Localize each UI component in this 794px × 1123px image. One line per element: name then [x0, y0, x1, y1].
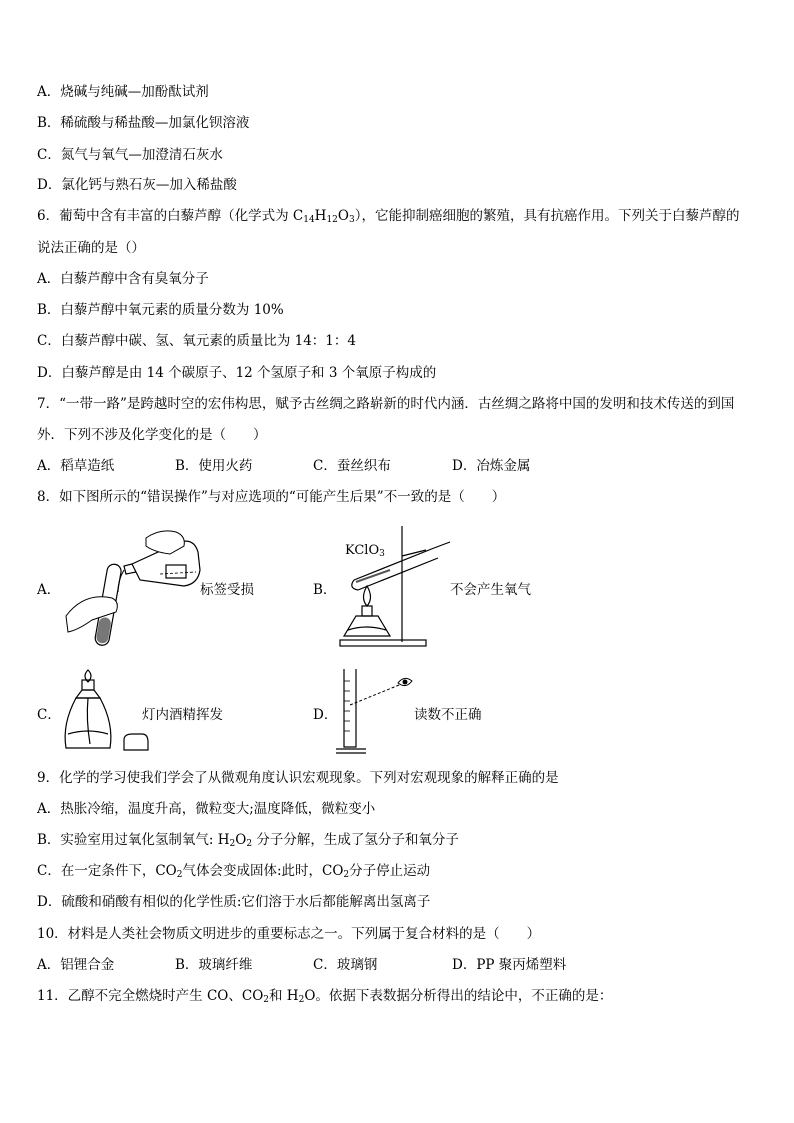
q7-stem-line2: 外．下列不涉及化学变化的是（ ） — [37, 427, 267, 443]
q9-c-text: 气体会变成固体:此时，CO — [182, 863, 344, 879]
q9-option-c — [37, 863, 430, 883]
cylinder-reading-figure — [336, 665, 420, 757]
q6-option-c: C．白藜芦醇中碳、氢、氧元素的质量比为 14：1：4 — [37, 333, 356, 349]
q8-d-letter: D． — [313, 707, 338, 723]
q5-option-c: C．氮气与氧气—加澄清石灰水 — [37, 147, 223, 163]
q11-stem — [37, 988, 612, 1008]
formula-sub: 3 — [348, 215, 355, 225]
formula-sub: 2 — [263, 995, 269, 1005]
formula-sub: 2 — [176, 870, 183, 880]
formula-sub: 12 — [326, 215, 338, 225]
q7-option-a: A．稻草造纸 — [37, 458, 115, 474]
q6-stem-text: ），它能抑制癌细胞的繁殖，具有抗癌作用。下列关于白藜芦醇的 — [354, 208, 740, 224]
q11-text: O。依据下表数据分析得出的结论中，不正确的是： — [304, 988, 613, 1004]
formula-sub: 2 — [229, 839, 236, 849]
q7-stem-line1: 7．“一带一路”是跨越时空的宏伟构思，赋予古丝绸之路崭新的时代内涵．古丝绸之路将中国的发明和技术传送的到国 — [37, 396, 735, 412]
heating-apparatus-figure — [330, 520, 450, 650]
q10-option-d: D．PP 聚丙烯塑料 — [452, 957, 567, 973]
formula-sub: 2 — [298, 995, 305, 1005]
q5-option-b: B．稀硫酸与稀盐酸—加氯化钡溶液 — [37, 115, 250, 131]
q8-d-result: 读数不正确 — [414, 707, 482, 723]
formula-sub: 2 — [246, 839, 253, 849]
q8-c-letter: C． — [37, 707, 61, 723]
formula-sub: 2 — [343, 870, 350, 880]
q10-option-b: B．玻璃纤维 — [175, 957, 253, 973]
q10-option-c: C．玻璃钢 — [313, 957, 378, 973]
chem-formula: KClO — [345, 543, 380, 558]
q7-option-d: D．冶炼金属 — [452, 458, 531, 474]
q10-option-a: A．铝锂合金 — [37, 957, 115, 973]
formula-letter: O — [235, 832, 247, 848]
q9-c-text: 分子停止运动 — [349, 863, 431, 879]
q8-a-result: 标签受损 — [200, 582, 254, 598]
q7-option-b: B．使用火药 — [175, 458, 253, 474]
q11-text: 11．乙醇不完全燃烧时产生 CO、CO — [37, 988, 264, 1004]
alcohol-lamp-figure — [62, 668, 152, 754]
formula-letter: O — [337, 208, 349, 224]
q6-stem — [37, 208, 739, 228]
q6-stem-text: 6．葡萄中含有丰富的白藜芦醇（化学式为 C — [37, 208, 304, 224]
q7-option-c: C．蚕丝织布 — [313, 458, 391, 474]
formula-sub: 14 — [303, 215, 315, 225]
q9-b-text: B．实验室用过氧化氢制氧气: H — [37, 832, 230, 848]
q6-stem-line2: 说法正确的是（） — [37, 240, 145, 256]
q9-c-text: C．在一定条件下，CO — [37, 863, 177, 879]
formula-letter: H — [314, 208, 327, 224]
q8-b-result: 不会产生氧气 — [450, 582, 531, 598]
chem-formula-sub: 3 — [379, 549, 385, 559]
q8-c-result: 灯内酒精挥发 — [142, 707, 223, 723]
q5-option-a: A．烧碱与纯碱—加酚酞试剂 — [37, 84, 209, 100]
q6-option-d: D．白藜芦醇是由 14 个碳原子、12 个氢原子和 3 个氧原子构成的 — [37, 365, 437, 381]
q8-b-letter: B． — [313, 582, 337, 598]
q9-option-b — [37, 832, 459, 852]
q8-stem: 8．如下图所示的“错误操作”与对应选项的“可能产生后果”不一致的是（ ） — [37, 489, 506, 505]
q5-option-d: D．氯化钙与熟石灰—加入稀盐酸 — [37, 177, 237, 193]
q8-a-letter: A． — [37, 582, 61, 598]
q6-option-b: B．白藜芦醇中氧元素的质量分数为 10% — [37, 302, 284, 318]
q11-text: 和 H — [269, 988, 299, 1004]
q9-stem: 9．化学的学习使我们学会了从微观角度认识宏观现象。下列对宏观现象的解释正确的是 — [37, 770, 559, 786]
q9-option-d: D．硫酸和硝酸有相似的化学性质:它们溶于水后都能解离出氢离子 — [37, 894, 431, 910]
q6-option-a: A．白藜芦醇中含有臭氧分子 — [37, 271, 209, 287]
pouring-liquid-figure — [62, 520, 202, 652]
q10-stem: 10．材料是人类社会物质文明进步的重要标志之一。下列属于复合材料的是（ ） — [37, 926, 541, 942]
q9-option-a: A．热胀冷缩，温度升高，微粒变大;温度降低，微粒变小 — [37, 801, 376, 817]
q9-b-text: 分子分解，生成了氢分子和氧分子 — [252, 832, 459, 848]
